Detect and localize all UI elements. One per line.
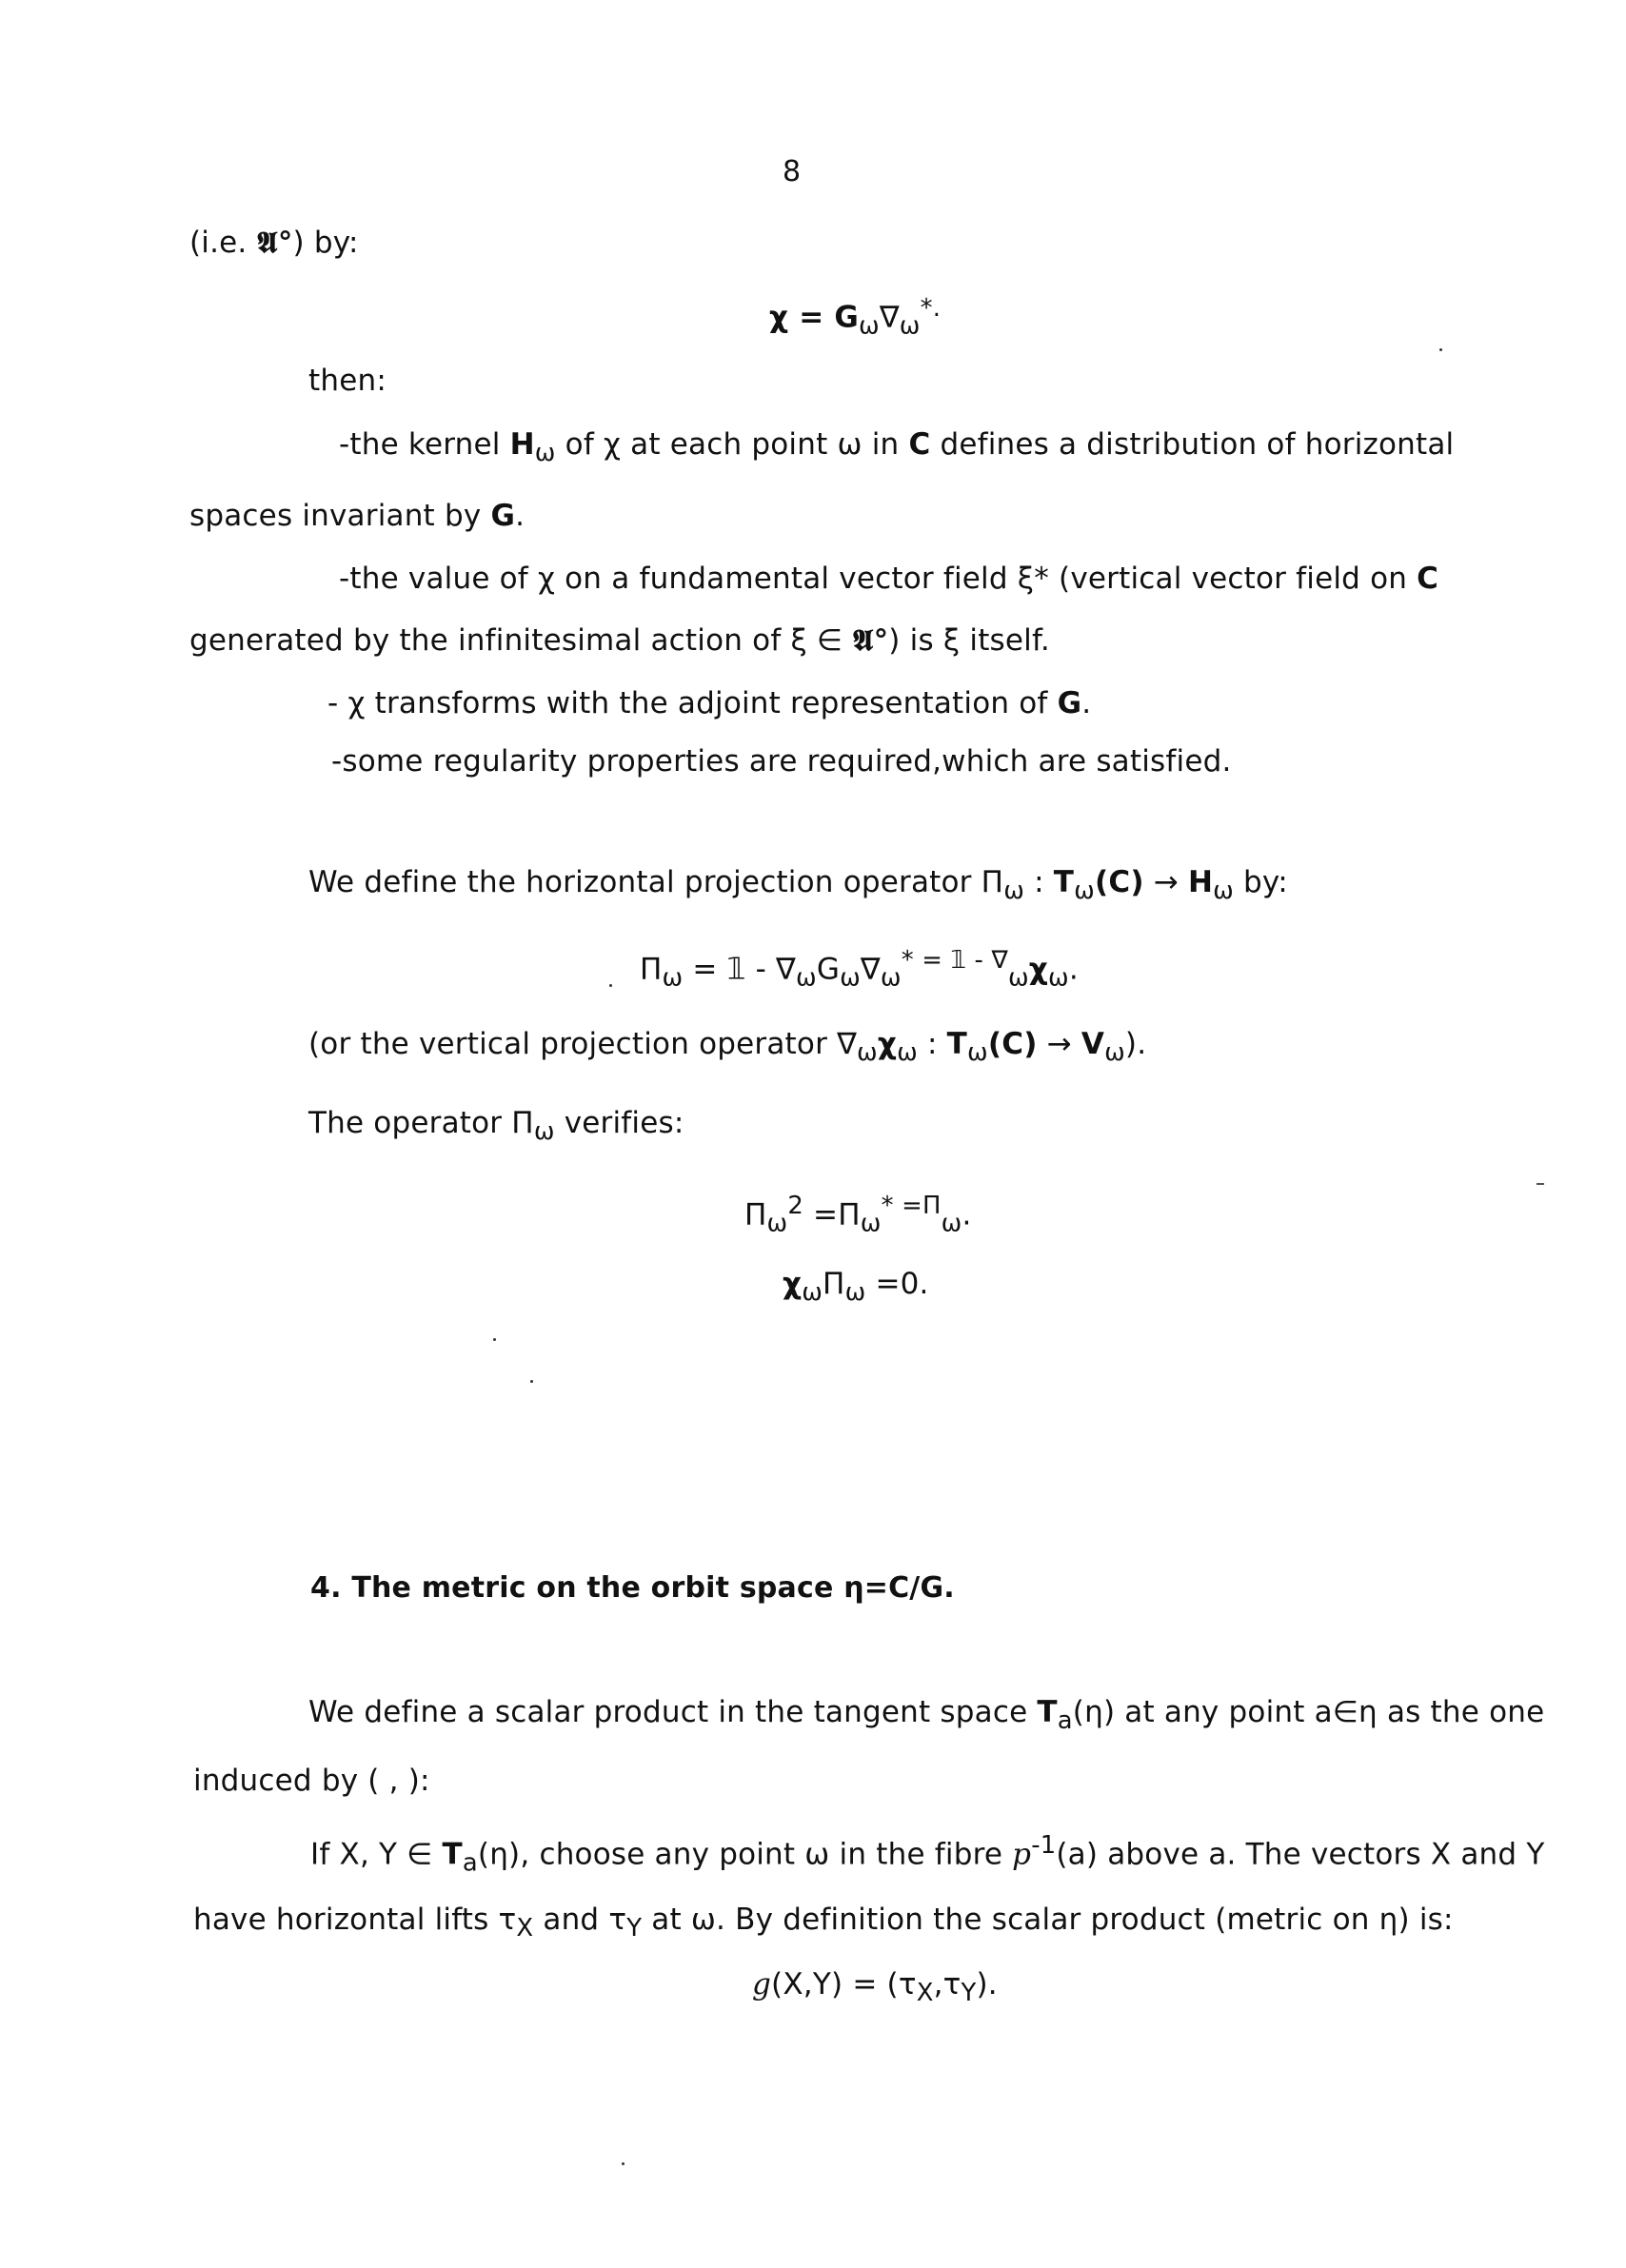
vertical-projection-line: (or the vertical projection operator $\nabla_\omega\chi_\omega$ : $T_\omega(C) \to V_\omega$).: [308, 1027, 1147, 1068]
scan-speck: [493, 1338, 496, 1341]
equation-chi: $\chi = G_\omega\nabla_\omega^{*.}$: [769, 294, 942, 341]
lift-paragraph-line2: have horizontal lifts $\tau_X$ and $\tau_Y$ at ω. By definition the scalar product (metric on η) is:: [193, 1903, 1454, 1943]
operator-verifies: The operator $\Pi_\omega$ verifies:: [308, 1106, 684, 1147]
page-number: 8: [783, 155, 802, 188]
bullet-value: -the value of χ on a fundamental vector field ξ* (vertical vector field on C: [339, 562, 1439, 596]
bullet-value-line2: generated by the infinitesimal action of ξ ∈ 𝕬°) is ξ itself.: [189, 623, 1050, 658]
equation-pi: $\Pi_\omega$ = 𝟙 - $\nabla_\omega G_\omega\nabla_\omega^{* = 𝟙 - \nabla}_\omega\chi_\omega$.: [640, 946, 1079, 993]
equation-metric: $g(X,Y) = (\tau_X,\tau_Y)$.: [752, 1967, 998, 2008]
projection-definition: We define the horizontal projection operator $\Pi_\omega$ : $T_\omega(C) \to H_\omega$ by:: [308, 865, 1288, 906]
bullet-adjoint: - χ transforms with the adjoint representation of G.: [327, 686, 1092, 720]
equation-pi-squared: $\Pi_\omega^2 =\Pi_\omega^{* =\Pi}_\omega$.: [744, 1192, 972, 1238]
scan-speck: [1439, 348, 1442, 351]
then-text: then:: [308, 364, 387, 398]
equation-chi-pi-zero: $\chi_\omega\Pi_\omega =0$.: [783, 1267, 929, 1308]
scan-speck: [609, 984, 612, 987]
bullet-kernel-line2: spaces invariant by G.: [189, 499, 525, 533]
bullet-regularity: -some regularity properties are required,which are satisfied.: [331, 744, 1232, 779]
scan-speck: [1537, 1183, 1544, 1185]
lift-paragraph: If X, Y ∈ $T_a(\eta)$, choose any point ω in the fibre $p^{-1}(a)$ above a. The vectors X and Y: [310, 1831, 1545, 1878]
scalar-product-paragraph: We define a scalar product in the tangent space $T_a(\eta)$ at any point a∈η as the one: [308, 1695, 1545, 1736]
scalar-product-line2: induced by ( , ):: [193, 1764, 430, 1798]
scan-speck: [622, 2162, 625, 2165]
intro-line: (i.e. 𝕬°) by:: [189, 226, 359, 260]
section-heading: 4. The metric on the orbit space η=C/G.: [310, 1571, 955, 1605]
scan-speck: [530, 1380, 533, 1383]
bullet-kernel: -the kernel $H_\omega$ of χ at each point ω in C defines a distribution of horizontal: [339, 427, 1455, 468]
